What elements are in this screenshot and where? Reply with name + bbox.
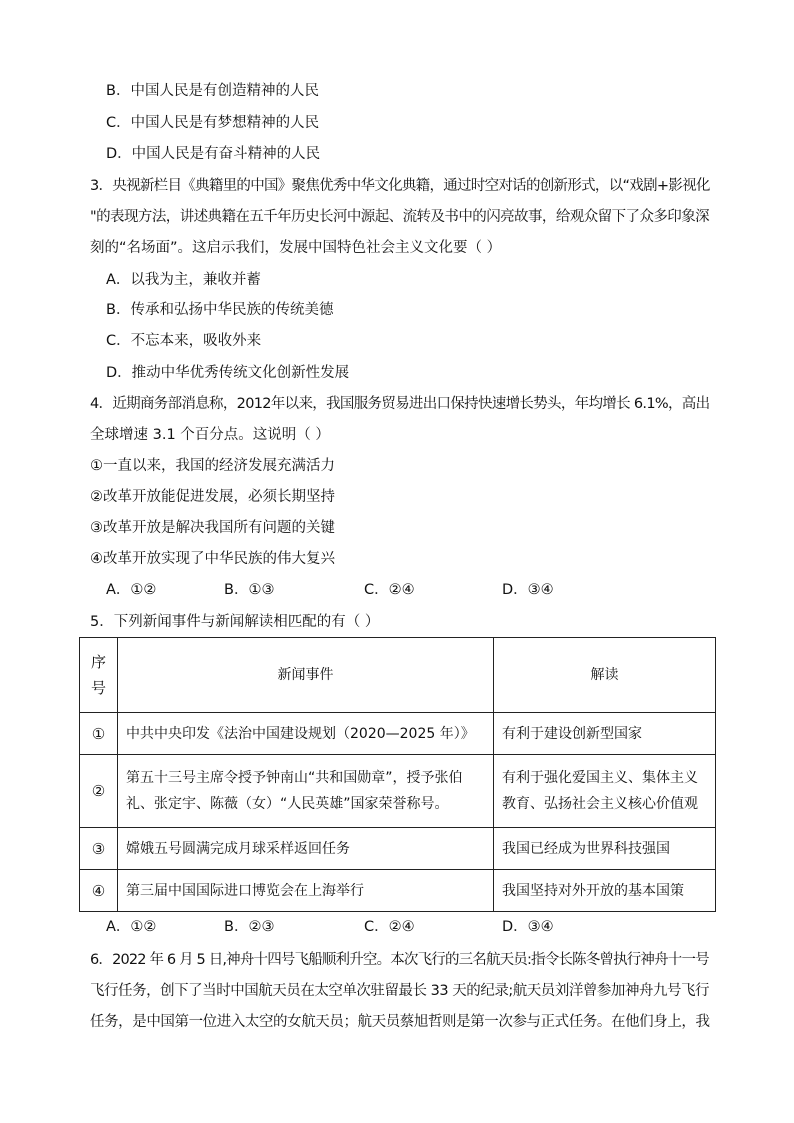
table-row <box>80 713 716 755</box>
header-num-line1: 序 <box>90 653 106 671</box>
q5-option-a: A．①② <box>106 919 157 935</box>
q4-option-a: A．①② <box>106 582 157 598</box>
q5-stem: 5．下列新闻事件与新闻解读相匹配的有（ ） <box>90 614 380 630</box>
q4-option-c: C．②④ <box>364 582 415 598</box>
row-reading: 有利于强化爱国主义、集体主义教育、弘扬社会主义核心价值观 <box>494 755 716 828</box>
table-row <box>80 870 716 912</box>
q3-option-a: A．以我为主，兼收并蓄 <box>106 272 261 288</box>
q4-option-d: D．③④ <box>502 582 554 598</box>
header-num-line2: 号 <box>90 679 106 697</box>
news-table <box>79 637 716 912</box>
q3-option-d: D．推动中华优秀传统文化创新性发展 <box>106 365 350 381</box>
row-event: 第三届中国国际进口博览会在上海举行 <box>118 870 494 912</box>
q4-stem-line2: 全球增速 3.1 个百分点。这说明（ ） <box>90 427 330 443</box>
q4-option-b: B．①③ <box>224 582 275 598</box>
q4-stem-line1: 4．近期商务部消息称，2012年以来，我国服务贸易进出口保持快速增长势头，年均增长 6.1%，高出 <box>90 396 710 412</box>
q5-option-d: D．③④ <box>502 919 554 935</box>
q4-options <box>106 580 666 600</box>
q2-option-c: C．中国人民是有梦想精神的人民 <box>106 115 320 131</box>
table-row <box>80 755 716 828</box>
q3-option-c: C．不忘本来，吸收外来 <box>106 333 262 349</box>
q6-stem-line3: 任务，是中国第一位进入太空的女航天员；航天员蔡旭哲则是第一次参与正式任务。在他们身上，我 <box>90 1014 710 1030</box>
q6-stem-line1: 6．2022 年 6 月 5 日,神舟十四号飞船顺利升空。本次飞行的三名航天员:指令长陈冬曾执行神舟十一号 <box>90 952 709 968</box>
row-num: ③ <box>80 828 118 870</box>
header-num-cell <box>80 638 118 713</box>
row-num: ④ <box>80 870 118 912</box>
q4-item-4: ④改革开放实现了中华民族的伟大复兴 <box>90 551 335 567</box>
table-row <box>80 828 716 870</box>
row-reading: 我国坚持对外开放的基本国策 <box>494 870 716 912</box>
row-event: 嫦娥五号圆满完成月球采样返回任务 <box>118 828 494 870</box>
row-num: ② <box>80 755 118 828</box>
q3-stem-line2: "的表现方法，讲述典籍在五千年历史长河中源起、流转及书中的闪亮故事，给观众留下了众多印象深 <box>90 209 710 225</box>
q3-option-b: B．传承和弘扬中华民族的传统美德 <box>106 302 334 318</box>
row-reading: 有利于建设创新型国家 <box>494 713 716 755</box>
q2-option-b: B．中国人民是有创造精神的人民 <box>106 83 319 99</box>
q3-stem-line3: 刻的“名场面”。这启示我们，发展中国特色社会主义文化要（ ） <box>90 240 502 256</box>
q2-option-d: D．中国人民是有奋斗精神的人民 <box>106 146 321 162</box>
q3-stem-line1: 3．央视新栏目《典籍里的中国》聚焦优秀中华文化典籍，通过时空对话的创新形式，以“戏剧+影视化 <box>90 178 710 194</box>
table-header-row <box>80 638 716 713</box>
header-reading: 解读 <box>494 638 716 713</box>
q4-item-3: ③改革开放是解决我国所有问题的关键 <box>90 520 335 536</box>
row-event: 中共中央印发《法治中国建设规划（2020—2025 年）》 <box>118 713 494 755</box>
q4-item-2: ②改革开放能促进发展，必须长期坚持 <box>90 489 335 505</box>
q5-options <box>106 917 666 937</box>
q4-item-1: ①一直以来，我国的经济发展充满活力 <box>90 458 335 474</box>
row-reading: 我国已经成为世界科技强国 <box>494 828 716 870</box>
q5-option-c: C．②④ <box>364 919 415 935</box>
row-num: ① <box>80 713 118 755</box>
row-event: 第五十三号主席令授予钟南山“共和国勋章”，授予张伯礼、张定宇、陈薇（女）“人民英雄”国家荣誉称号。 <box>118 755 494 828</box>
q6-stem-line2: 飞行任务，创下了当时中国航天员在太空单次驻留最长 33 天的纪录;航天员刘洋曾参加神舟九号飞行 <box>90 983 710 999</box>
q5-option-b: B．②③ <box>224 919 275 935</box>
header-event: 新闻事件 <box>118 638 494 713</box>
